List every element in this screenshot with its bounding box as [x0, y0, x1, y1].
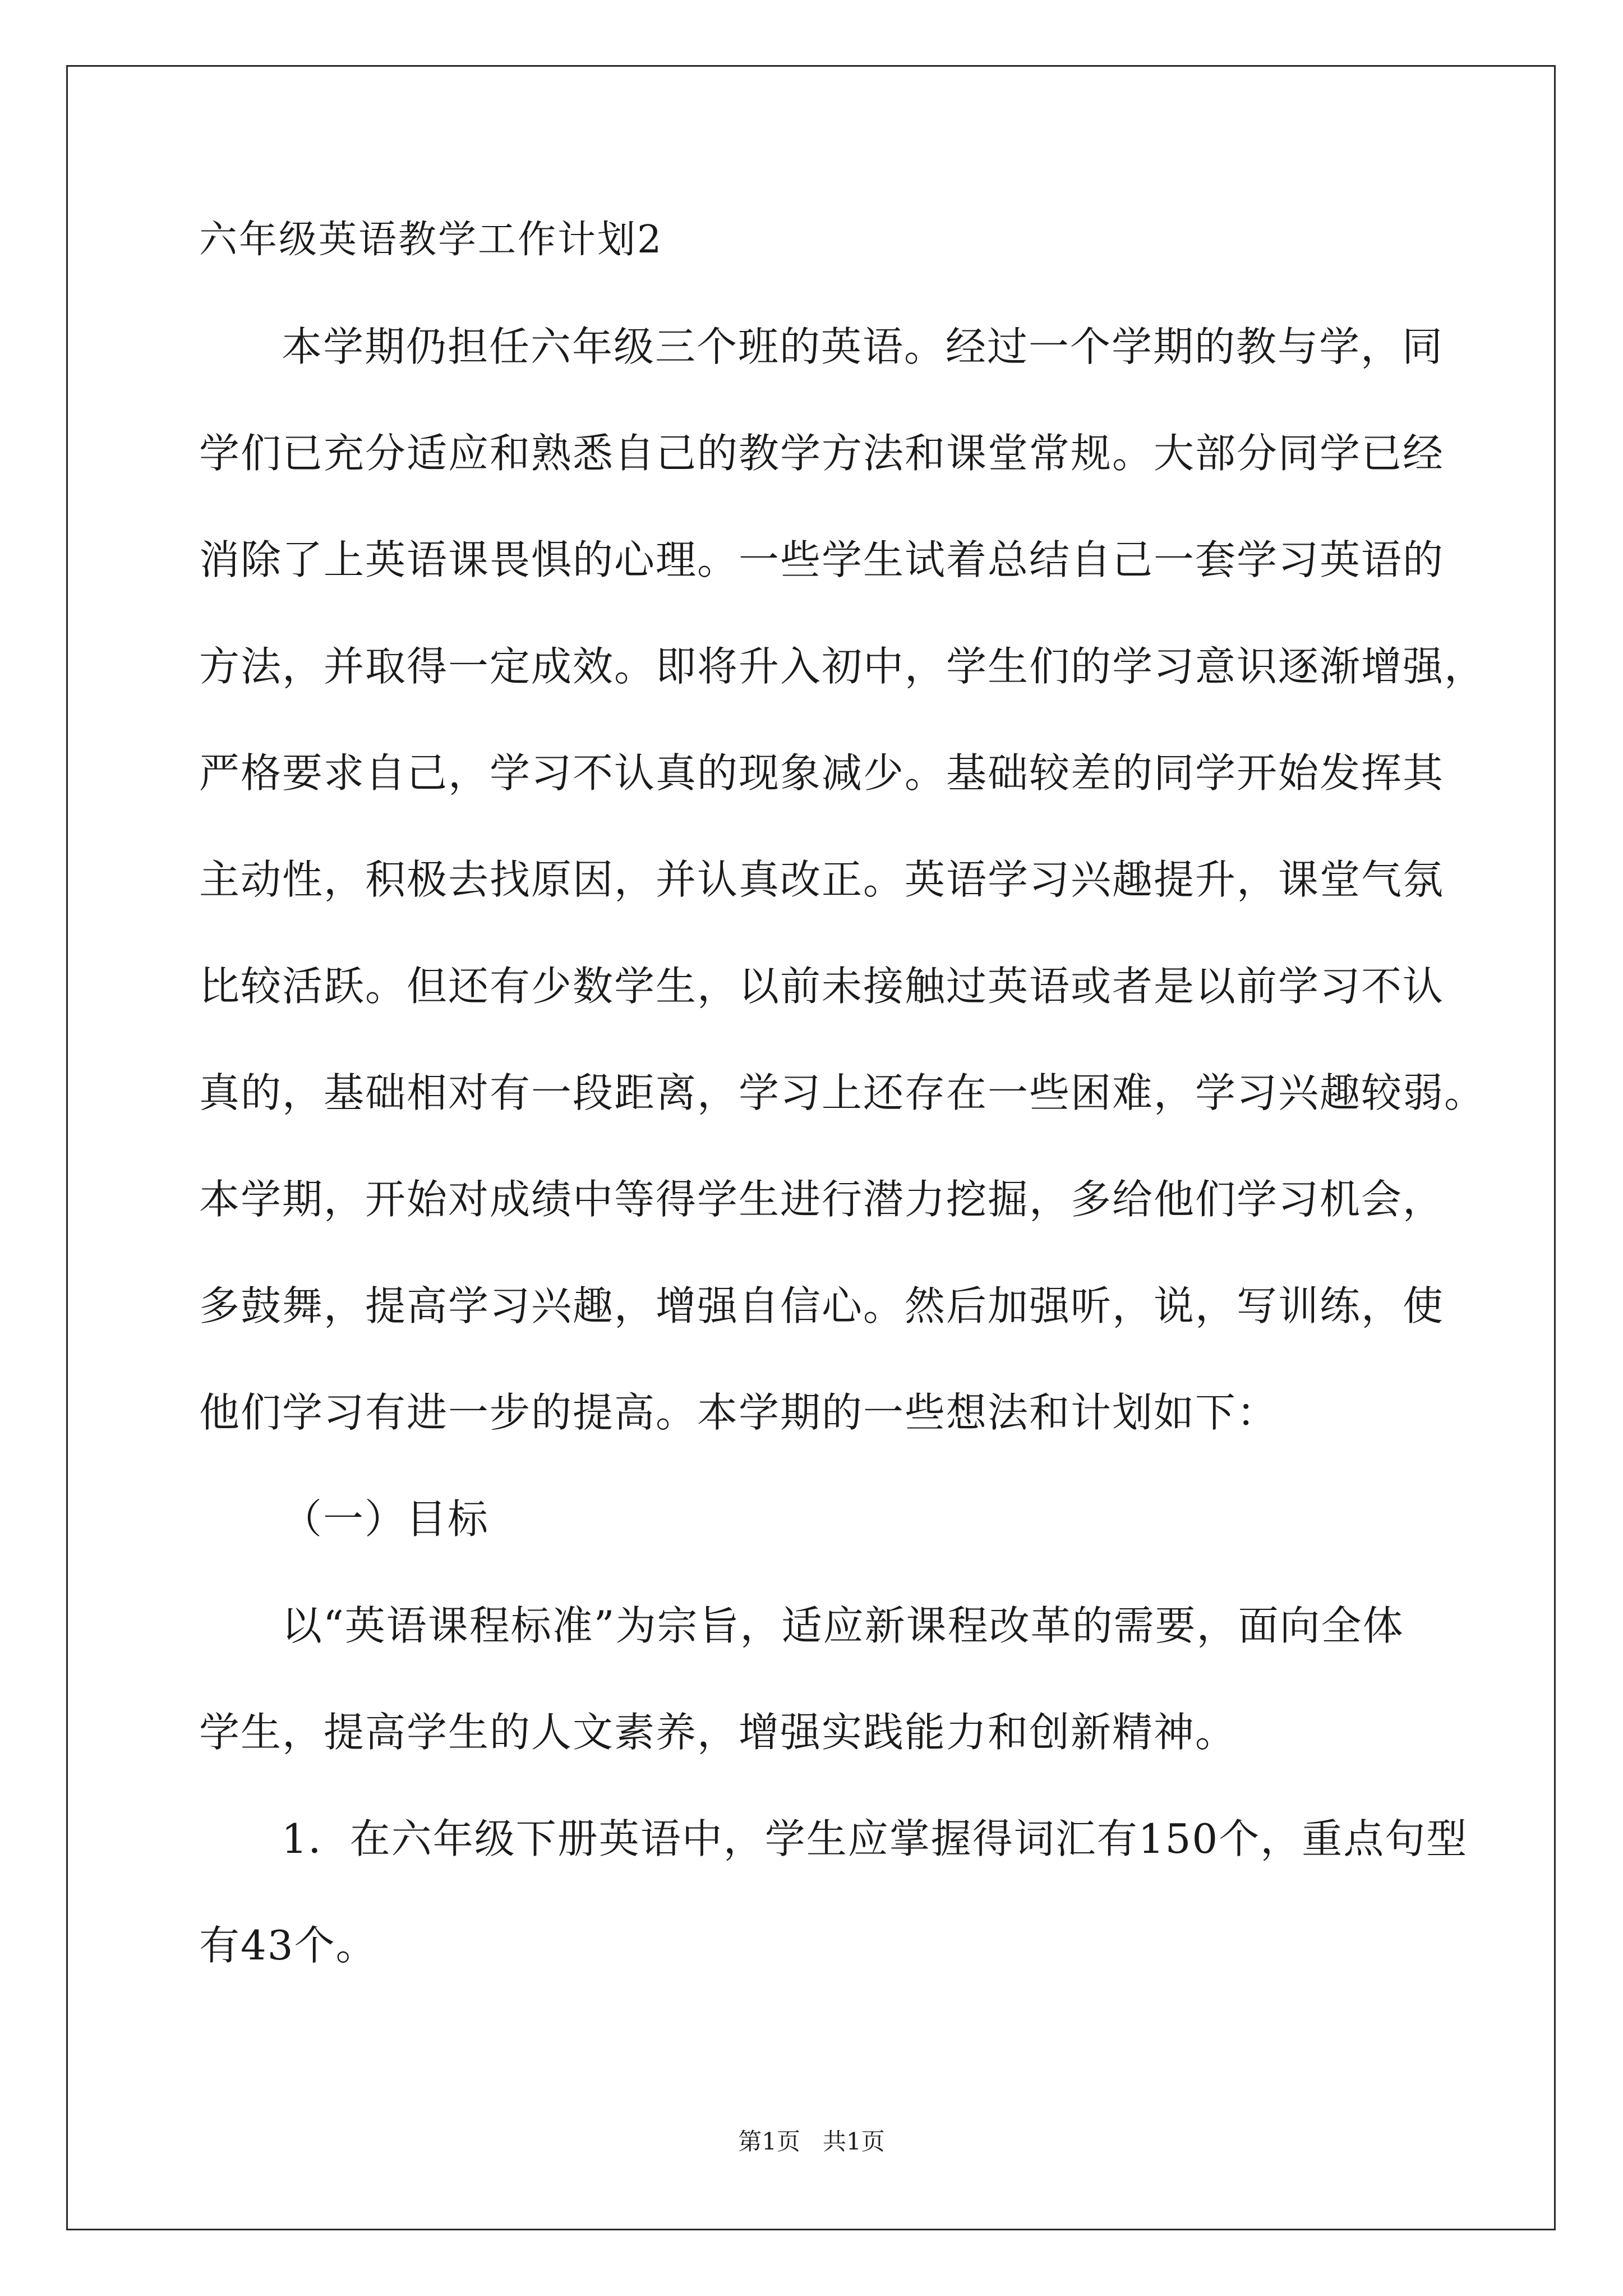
paragraph-line: 以“英语课程标准”为宗旨，适应新课程改革的需要，面向全体	[282, 1602, 1404, 1649]
section-heading: （一）目标	[282, 1496, 490, 1543]
paragraph-line: 本学期仍担任六年级三个班的英语。经过一个学期的教与学，同	[282, 323, 1444, 370]
document-title: 六年级英语教学工作计划2	[199, 218, 663, 262]
paragraph-line: 学们已充分适应和熟悉自己的教学方法和课堂常规。大部分同学已经	[199, 430, 1445, 477]
paragraph-line: 真的，基础相对有一段距离，学习上还存在一些困难，学习兴趣较弱。	[199, 1069, 1486, 1116]
paragraph-line: 他们学习有进一步的提高。本学期的一些想法和计划如下：	[199, 1389, 1279, 1436]
paragraph-line: 多鼓舞，提高学习兴趣，增强自信心。然后加强听，说，写训练，使	[199, 1282, 1445, 1329]
paragraph-line: 方法，并取得一定成效。即将升入初中，学生们的学习意识逐渐增强，	[199, 643, 1486, 690]
paragraph-line: 严格要求自己，学习不认真的现象减少。基础较差的同学开始发挥其	[199, 749, 1445, 797]
paragraph-line: 主动性，积极去找原因，并认真改正。英语学习兴趣提升，课堂气氛	[199, 856, 1445, 903]
document-body	[199, 213, 1486, 2025]
paragraph-line: 学生，提高学生的人文素养，增强实践能力和创新精神。	[199, 1709, 1237, 1756]
page-number: 第1页	[738, 2128, 800, 2155]
paragraph-line: 比较活跃。但还有少数学生，以前未接触过英语或者是以前学习不认	[199, 963, 1445, 1010]
list-item: 1．在六年级下册英语中，学生应掌握得词汇有150个，重点句型	[282, 1815, 1468, 1862]
list-item-continuation: 有43个。	[199, 1922, 377, 1969]
paragraph-line: 消除了上英语课畏惧的心理。一些学生试着总结自己一套学习英语的	[199, 536, 1445, 583]
page-footer	[0, 2126, 1623, 2157]
page-total: 共1页	[823, 2128, 885, 2155]
paragraph-line: 本学期，开始对成绩中等得学生进行潜力挖掘，多给他们学习机会，	[199, 1176, 1445, 1223]
